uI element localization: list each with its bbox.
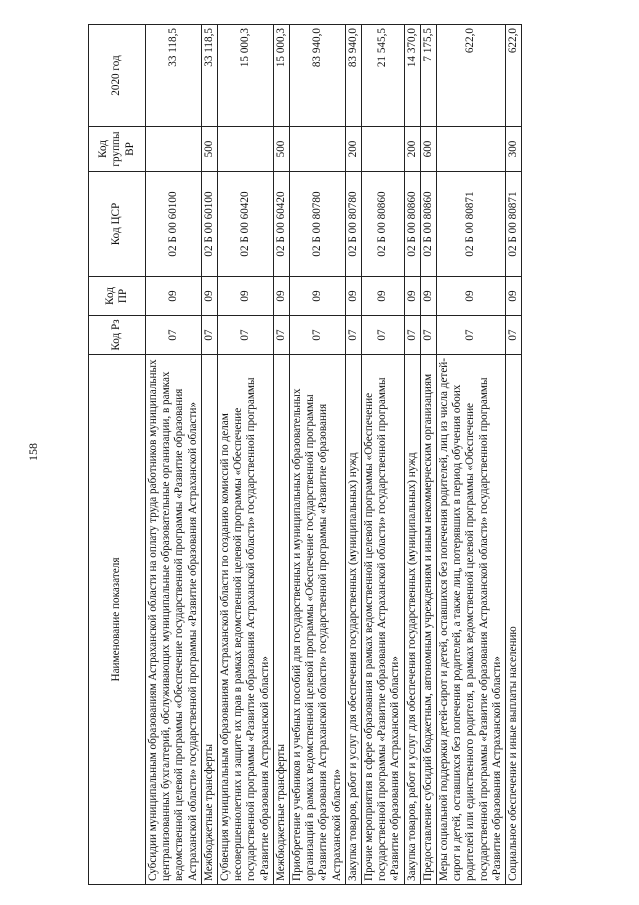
- cell-csr: 02 Б 00 80860: [404, 172, 420, 277]
- cell-value: 33 118,5: [201, 25, 217, 127]
- cell-value: 15 000,3: [273, 25, 289, 127]
- cell-value: 622,0: [437, 25, 506, 127]
- cell-value: 7 175,5: [420, 25, 436, 127]
- header-vr: Код группы ВР: [89, 127, 146, 172]
- cell-pr: 09: [437, 277, 506, 316]
- cell-pr: 09: [506, 277, 522, 316]
- cell-csr: 02 Б 00 80780: [290, 172, 346, 277]
- cell-name: Межбюджетные трансферты: [273, 355, 289, 885]
- page-number: 158: [26, 443, 40, 461]
- cell-csr: 02 Б 00 80780: [345, 172, 361, 277]
- cell-csr: 02 Б 00 60420: [218, 172, 274, 277]
- cell-pr: 09: [201, 277, 217, 316]
- cell-value: 622,0: [506, 25, 522, 127]
- table-row: [506, 25, 522, 885]
- cell-pr: 09: [404, 277, 420, 316]
- cell-csr: 02 Б 00 80860: [420, 172, 436, 277]
- cell-csr: 02 Б 00 80871: [437, 172, 506, 277]
- cell-vr: [146, 127, 202, 172]
- cell-vr: 300: [506, 127, 522, 172]
- table-row: [146, 25, 202, 885]
- cell-pr: 09: [362, 277, 405, 316]
- table-row: [201, 25, 217, 885]
- cell-name: Приобретение учебников и учебных пособий для государственных и муниципальных образовательных организаций в рамках ведомственной целевой программы «Обеспечение государственной программы «Развитие образования Астраханской области» государственной программы «Развитие образования Астраханской области»: [290, 355, 346, 885]
- table-row: [290, 25, 346, 885]
- cell-rz: 07: [404, 316, 420, 355]
- cell-name: Предоставление субсидий бюджетным, автономным учреждениям и иным некоммерческим организациям: [420, 355, 436, 885]
- cell-rz: 07: [218, 316, 274, 355]
- cell-csr: 02 Б 00 80871: [506, 172, 522, 277]
- cell-vr: 500: [201, 127, 217, 172]
- header-rz: Код Рз: [89, 316, 146, 355]
- cell-name: Закупка товаров, работ и услуг для обеспечения государственных (муниципальных) нужд: [404, 355, 420, 885]
- cell-rz: 07: [345, 316, 361, 355]
- budget-table: [88, 24, 522, 885]
- cell-vr: [290, 127, 346, 172]
- cell-csr: 02 Б 00 60100: [201, 172, 217, 277]
- cell-name: Субвенция муниципальным образованиям Астраханской области по созданию комиссий по делам несовершеннолетних и защите их прав в рамках ведомственной целевой программы «Обеспечение государственной программы «Развитие образования Астраханской области» государственной программы «Развитие образования Астраханской области»: [218, 355, 274, 885]
- cell-value: 14 370,0: [404, 25, 420, 127]
- header-year: 2020 год: [89, 25, 146, 127]
- cell-csr: 02 Б 00 60420: [273, 172, 289, 277]
- rotated-table-wrapper: [88, 25, 623, 885]
- cell-pr: 09: [218, 277, 274, 316]
- cell-csr: 02 Б 00 80860: [362, 172, 405, 277]
- table-row: [437, 25, 506, 885]
- cell-pr: 09: [273, 277, 289, 316]
- table-row: [404, 25, 420, 885]
- cell-pr: 09: [345, 277, 361, 316]
- cell-vr: [437, 127, 506, 172]
- cell-rz: 07: [146, 316, 202, 355]
- table-row: [273, 25, 289, 885]
- cell-value: 21 545,5: [362, 25, 405, 127]
- cell-rz: 07: [506, 316, 522, 355]
- cell-vr: [362, 127, 405, 172]
- cell-name: Закупка товаров, работ и услуг для обеспечения государственных (муниципальных) нужд: [345, 355, 361, 885]
- header-csr: Код ЦСР: [89, 172, 146, 277]
- table-header-row: [89, 25, 146, 885]
- cell-value: 83 940,0: [290, 25, 346, 127]
- cell-pr: 09: [146, 277, 202, 316]
- cell-pr: 09: [420, 277, 436, 316]
- cell-name: Прочие мероприятия в сфере образования в рамках ведомственной целевой программы «Обеспечение государственной программы «Развитие образования Астраханской области» государственной программы «Развитие образования Астраханской области»: [362, 355, 405, 885]
- table-row: [420, 25, 436, 885]
- cell-rz: 07: [290, 316, 346, 355]
- cell-value: 15 000,3: [218, 25, 274, 127]
- cell-rz: 07: [420, 316, 436, 355]
- cell-rz: 07: [362, 316, 405, 355]
- cell-rz: 07: [273, 316, 289, 355]
- cell-pr: 09: [290, 277, 346, 316]
- cell-vr: 200: [345, 127, 361, 172]
- cell-name: Меры социальной поддержки детей-сирот и детей, оставшихся без попечения родителей, лиц из числа детей-сирот и детей, оставшихся без попечения родителей, а также лиц, потерявших в период обучения обоих родителей или единственного родителя, в рамках ведомственной целевой программы «Обеспечение государственной программы «Развитие образования Астраханской области» государственной программы «Развитие образования Астраханской области»: [437, 355, 506, 885]
- cell-vr: 600: [420, 127, 436, 172]
- header-pr: Код ПР: [89, 277, 146, 316]
- cell-vr: 500: [273, 127, 289, 172]
- header-name: Наименование показателя: [89, 355, 146, 885]
- cell-vr: [218, 127, 274, 172]
- cell-csr: 02 Б 00 60100: [146, 172, 202, 277]
- cell-rz: 07: [201, 316, 217, 355]
- cell-rz: 07: [437, 316, 506, 355]
- cell-value: 83 940,0: [345, 25, 361, 127]
- cell-value: 33 118,5: [146, 25, 202, 127]
- cell-vr: 200: [404, 127, 420, 172]
- table-row: [218, 25, 274, 885]
- cell-name: Субсидии муниципальным образованиям Астраханской области на оплату труда работников муниципальных централизованных бухгалтерий, обслуживающих муниципальные образовательные организации, в рамках ведомственной целевой программы «Обеспечение государственной программы «Развитие образования Астраханской области» государственной программы «Развитие образования Астраханской области»: [146, 355, 202, 885]
- table-row: [345, 25, 361, 885]
- table-row: [362, 25, 405, 885]
- cell-name: Межбюджетные трансферты: [201, 355, 217, 885]
- cell-name: Социальное обеспечение и иные выплаты населению: [506, 355, 522, 885]
